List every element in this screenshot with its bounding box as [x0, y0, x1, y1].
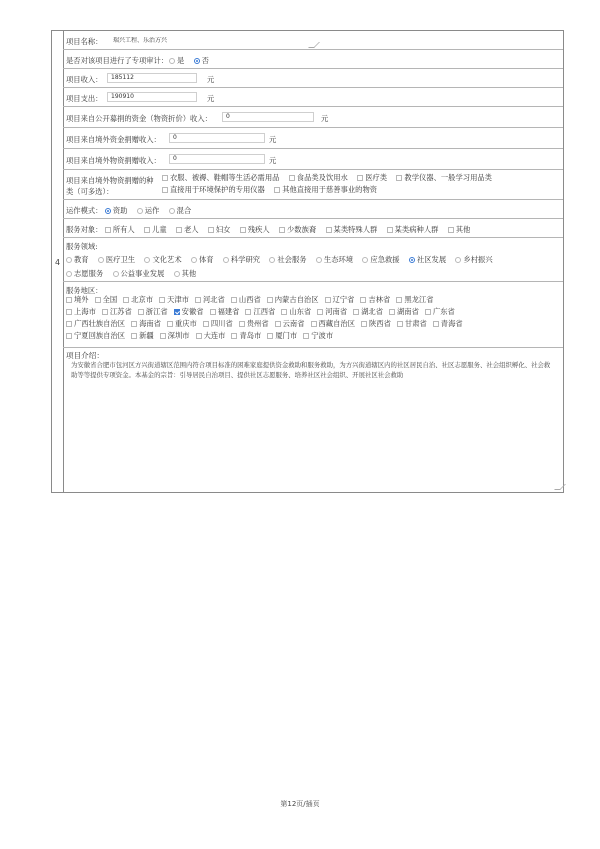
project-form-table: [51, 30, 564, 493]
goods-type-option[interactable]: 教学仪器、一般学习用品类: [396, 173, 492, 183]
operation-mode-option[interactable]: 运作: [137, 206, 160, 216]
radio-icon[interactable]: [105, 208, 111, 214]
service-target-option[interactable]: 某类特殊人群: [326, 225, 378, 235]
goods-types-label-line2: 类（可多选）：: [66, 187, 114, 196]
operation-mode-option[interactable]: 资助: [105, 206, 128, 216]
checkbox-icon[interactable]: [66, 309, 72, 315]
service-region-option[interactable]: 宁波市: [303, 331, 333, 341]
checkbox-icon[interactable]: [176, 227, 182, 233]
goods-types-options-row1: [162, 173, 499, 183]
radio-icon[interactable]: [169, 58, 175, 64]
radio-icon[interactable]: [223, 257, 229, 263]
checkbox-icon[interactable]: [387, 227, 393, 233]
service-regions-options-row: [66, 331, 339, 341]
radio-icon[interactable]: [455, 257, 461, 263]
introduction-row: [63, 348, 563, 492]
radio-icon[interactable]: [174, 271, 180, 277]
goods-types-row: [63, 170, 563, 200]
radio-icon[interactable]: [66, 257, 72, 263]
service-region-option[interactable]: 广西壮族自治区: [66, 319, 125, 329]
checkbox-icon[interactable]: [275, 321, 281, 327]
radio-icon[interactable]: [144, 257, 150, 263]
goods-type-option[interactable]: 直接用于环境保护的专用仪器: [162, 185, 265, 195]
income-label: 项目收入：: [66, 75, 103, 84]
public-funds-row: [63, 107, 563, 128]
checkbox-icon[interactable]: [279, 227, 285, 233]
project-name-label: 项目名称：: [66, 37, 103, 46]
service-region-option[interactable]: 湖北省: [353, 307, 383, 317]
goods-type-option[interactable]: 其他直接用于慈善事业的物资: [274, 185, 377, 195]
service-field-option[interactable]: 生态环境: [316, 255, 353, 265]
service-region-option[interactable]: 内蒙古自治区: [267, 295, 319, 305]
service-region-option[interactable]: 青岛市: [231, 331, 261, 341]
service-region-option[interactable]: 全国: [95, 295, 118, 305]
service-region-option[interactable]: 河北省: [195, 295, 225, 305]
checkbox-icon[interactable]: [131, 321, 137, 327]
service-targets-label: 服务对象：: [66, 225, 103, 234]
expense-unit: 元: [207, 94, 215, 103]
checkbox-icon[interactable]: [396, 175, 402, 181]
service-region-option[interactable]: 北京市: [123, 295, 153, 305]
checkbox-icon[interactable]: [159, 297, 165, 303]
checkbox-icon[interactable]: [311, 321, 317, 327]
checkbox-icon[interactable]: [210, 309, 216, 315]
service-regions-options-row: [66, 307, 461, 317]
service-region-option[interactable]: 重庆市: [167, 319, 197, 329]
goods-type-option[interactable]: 衣服、被褥、鞋帽等生活必需用品: [162, 173, 279, 183]
checkbox-icon[interactable]: [245, 309, 251, 315]
overseas-goods-label: 项目来自境外物资捐赠收入：: [66, 156, 161, 165]
service-target-option[interactable]: 所有人: [105, 225, 135, 235]
service-region-option[interactable]: 黑龙江省: [396, 295, 433, 305]
income-unit: 元: [207, 75, 215, 84]
checkbox-icon[interactable]: [138, 309, 144, 315]
checkbox-icon[interactable]: [167, 321, 173, 327]
overseas-goods-row: [63, 149, 563, 170]
checkbox-icon[interactable]: [131, 333, 137, 339]
radio-icon[interactable]: [66, 271, 72, 277]
page-footer: 第12页/插页: [280, 800, 320, 808]
service-field-option[interactable]: 教育: [66, 255, 89, 265]
checkbox-icon[interactable]: [274, 187, 280, 193]
service-target-option[interactable]: 残疾人: [240, 225, 270, 235]
service-region-option[interactable]: 江苏省: [102, 307, 132, 317]
radio-icon[interactable]: [362, 257, 368, 263]
goods-type-option[interactable]: 医疗类: [357, 173, 387, 183]
service-region-option[interactable]: 上海市: [66, 307, 96, 317]
service-regions-options-row: [66, 295, 440, 305]
checkbox-icon[interactable]: [196, 333, 202, 339]
expense-row: [63, 88, 563, 107]
service-region-option[interactable]: 云南省: [275, 319, 305, 329]
checkbox-icon[interactable]: [105, 227, 111, 233]
service-region-option[interactable]: 大连市: [196, 331, 226, 341]
checkbox-icon[interactable]: [389, 309, 395, 315]
service-field-option[interactable]: 文化艺术: [144, 255, 181, 265]
goods-types-label-line1: 项目来自境外物资捐赠的种: [66, 176, 154, 185]
overseas-funds-label: 项目来自境外资金捐赠收入：: [66, 135, 161, 144]
checkbox-icon[interactable]: [425, 309, 431, 315]
operation-mode-label: 运作模式：: [66, 206, 103, 215]
checkbox-icon[interactable]: [357, 175, 363, 181]
checkbox-icon[interactable]: [239, 321, 245, 327]
service-fields-options-row1: [66, 255, 500, 265]
operation-mode-option[interactable]: 混合: [169, 206, 192, 216]
checkbox-icon[interactable]: [303, 333, 309, 339]
goods-type-option[interactable]: 食品类及饮用水: [289, 173, 348, 183]
service-region-option[interactable]: 河南省: [317, 307, 347, 317]
service-field-option[interactable]: 科学研究: [223, 255, 260, 265]
radio-icon[interactable]: [169, 208, 175, 214]
income-row: [63, 69, 563, 88]
service-region-option[interactable]: 吉林省: [360, 295, 390, 305]
service-target-option[interactable]: 其他: [448, 225, 471, 235]
service-region-option[interactable]: 江西省: [245, 307, 275, 317]
service-target-option[interactable]: 儿童: [144, 225, 167, 235]
service-region-option[interactable]: 西藏自治区: [311, 319, 355, 329]
service-field-option[interactable]: 其他: [174, 269, 197, 279]
service-region-option[interactable]: 贵州省: [239, 319, 269, 329]
checkbox-icon[interactable]: [174, 309, 180, 315]
checkbox-icon[interactable]: [160, 333, 166, 339]
public-funds-unit: 元: [321, 114, 329, 123]
checkbox-icon[interactable]: [144, 227, 150, 233]
special-audit-label: 是否对该项目进行了专项审计：: [66, 56, 169, 65]
service-region-option[interactable]: 厦门市: [267, 331, 297, 341]
operation-mode-line: [66, 206, 198, 216]
service-target-option[interactable]: 妇女: [208, 225, 231, 235]
overseas-goods-unit: 元: [269, 156, 277, 165]
checkbox-icon[interactable]: [433, 321, 439, 327]
service-regions-label: 服务地区：: [66, 286, 103, 295]
service-region-option[interactable]: 浙江省: [138, 307, 168, 317]
checkbox-icon[interactable]: [66, 297, 72, 303]
checkbox-icon[interactable]: [325, 297, 331, 303]
service-region-option[interactable]: 山西省: [231, 295, 261, 305]
special-audit-row: [63, 50, 563, 69]
checkbox-icon[interactable]: [231, 333, 237, 339]
checkbox-icon[interactable]: [162, 187, 168, 193]
radio-icon[interactable]: [316, 257, 322, 263]
checkbox-icon[interactable]: [123, 297, 129, 303]
service-fields-label: 服务领域:: [66, 242, 98, 251]
checkbox-icon[interactable]: [66, 333, 72, 339]
overseas-funds-row: [63, 128, 563, 149]
service-region-option[interactable]: 辽宁省: [325, 295, 355, 305]
service-region-option[interactable]: 四川省: [203, 319, 233, 329]
checkbox-icon[interactable]: [396, 297, 402, 303]
service-region-option[interactable]: 湖南省: [389, 307, 419, 317]
service-region-option[interactable]: 安徽省: [174, 307, 204, 317]
radio-icon[interactable]: [194, 58, 200, 64]
service-region-option[interactable]: 青海省: [433, 319, 463, 329]
checkbox-icon[interactable]: [162, 175, 168, 181]
checkbox-icon[interactable]: [195, 297, 201, 303]
checkbox-icon[interactable]: [95, 297, 101, 303]
radio-icon[interactable]: [409, 257, 415, 263]
introduction-text[interactable]: 为安徽省合肥市包河区方兴街道辖区范围内符合项目标准的困难家庭提供资金救助和服务救助，为方兴街道辖区内的社区居民自治、社区志愿服务、社会组织孵化、社会救助等等提供专项资金。本基金的宗旨：引导居民自治项目、提供社区志愿服务、培养社区社会组织、开展社区社会救助: [71, 361, 551, 379]
service-field-option[interactable]: 社会服务: [269, 255, 306, 265]
checkbox-icon[interactable]: [102, 309, 108, 315]
service-targets-row: [63, 219, 563, 238]
special-audit-option[interactable]: 是: [169, 56, 184, 66]
overseas-funds-input[interactable]: 0: [169, 133, 265, 143]
service-regions-row: [63, 282, 563, 348]
overseas-funds-unit: 元: [269, 135, 277, 144]
radio-icon[interactable]: [113, 271, 119, 277]
checkbox-icon[interactable]: [326, 227, 332, 233]
service-field-option[interactable]: 志愿服务: [66, 269, 103, 279]
service-region-option[interactable]: 山东省: [281, 307, 311, 317]
checkbox-icon[interactable]: [203, 321, 209, 327]
radio-icon[interactable]: [137, 208, 143, 214]
radio-icon[interactable]: [269, 257, 275, 263]
service-target-option[interactable]: 老人: [176, 225, 199, 235]
goods-types-options-row2: [162, 185, 384, 195]
row-number: 4: [54, 258, 61, 267]
service-region-option[interactable]: 天津市: [159, 295, 189, 305]
checkbox-icon[interactable]: [360, 297, 366, 303]
checkbox-icon[interactable]: [397, 321, 403, 327]
service-region-option[interactable]: 福建省: [210, 307, 240, 317]
service-region-option[interactable]: 新疆: [131, 331, 154, 341]
service-targets-line: [66, 225, 477, 235]
service-region-option[interactable]: 广东省: [425, 307, 455, 317]
checkbox-icon[interactable]: [267, 333, 273, 339]
service-field-option[interactable]: 应急救援: [362, 255, 399, 265]
checkbox-icon[interactable]: [281, 309, 287, 315]
service-field-option[interactable]: 医疗卫生: [98, 255, 135, 265]
checkbox-icon[interactable]: [267, 297, 273, 303]
checkbox-icon[interactable]: [231, 297, 237, 303]
service-target-option[interactable]: 某类病种人群: [387, 225, 439, 235]
project-name-row: [63, 31, 563, 50]
service-regions-options-row: [66, 319, 469, 329]
resize-handle-icon[interactable]: [554, 484, 566, 490]
special-audit-option[interactable]: 否: [194, 56, 209, 66]
checkbox-icon[interactable]: [317, 309, 323, 315]
checkbox-icon[interactable]: [66, 321, 72, 327]
service-region-option[interactable]: 陕西省: [361, 319, 391, 329]
public-funds-label: 项目来自公开募捐的资金（物资折价）收入：: [66, 114, 212, 123]
checkbox-icon[interactable]: [289, 175, 295, 181]
special-audit-options: [169, 56, 216, 66]
service-region-option[interactable]: 海南省: [131, 319, 161, 329]
service-region-option[interactable]: 宁夏回族自治区: [66, 331, 125, 341]
service-field-option[interactable]: 社区发展: [409, 255, 446, 265]
checkbox-icon[interactable]: [353, 309, 359, 315]
radio-icon[interactable]: [98, 257, 104, 263]
service-field-option[interactable]: 体育: [191, 255, 214, 265]
checkbox-icon[interactable]: [361, 321, 367, 327]
project-name-field[interactable]: 瑞兴工程、乐治方兴: [109, 36, 367, 46]
radio-icon[interactable]: [191, 257, 197, 263]
income-input[interactable]: 185112: [107, 73, 197, 83]
public-funds-input[interactable]: 0: [222, 112, 314, 122]
checkbox-icon[interactable]: [208, 227, 214, 233]
service-fields-options-row2: [66, 269, 203, 279]
service-target-option[interactable]: 少数族裔: [279, 225, 316, 235]
checkbox-icon[interactable]: [240, 227, 246, 233]
service-region-option[interactable]: 甘肃省: [397, 319, 427, 329]
introduction-label: 项目介绍：: [66, 351, 104, 360]
service-fields-row: [63, 238, 563, 282]
service-field-option[interactable]: 公益事业发展: [113, 269, 165, 279]
service-region-option[interactable]: 境外: [66, 295, 89, 305]
checkbox-icon[interactable]: [448, 227, 454, 233]
service-field-option[interactable]: 乡村振兴: [455, 255, 492, 265]
service-region-option[interactable]: 深圳市: [160, 331, 190, 341]
expense-label: 项目支出：: [66, 94, 103, 103]
operation-mode-row: [63, 200, 563, 219]
expense-input[interactable]: 190910: [107, 92, 197, 102]
overseas-goods-input[interactable]: 0: [169, 154, 265, 164]
